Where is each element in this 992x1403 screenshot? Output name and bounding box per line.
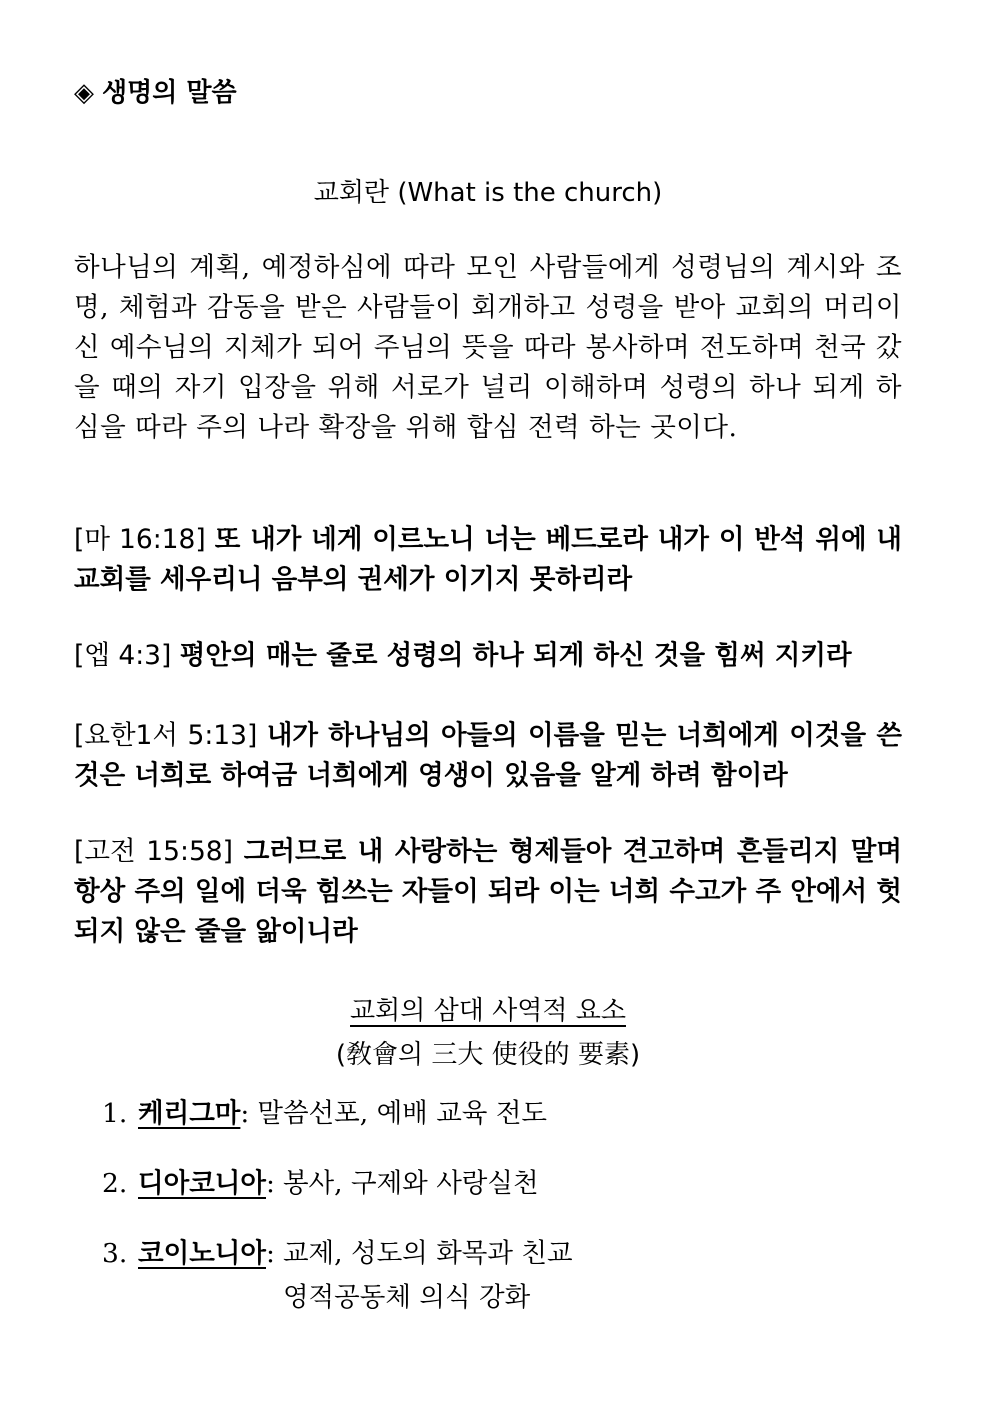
verse-text: 내가 하나님의 아들의 이름을 믿는 너희에게 이것을 쓴 것은 너희로 하여금 너희에게 영생이 있음을 알게 하려 함이라 <box>74 720 902 791</box>
list-colon: : <box>266 1238 275 1269</box>
verse-reference: [엡 4:3] <box>74 640 172 671</box>
list-number: 1. <box>102 1098 128 1129</box>
verse-text: 그러므로 내 사랑하는 형제들아 견고하며 흔들리지 말며 항상 주의 일에 더욱 힘쓰는 자들이 되라 이는 너희 수고가 주 안에서 헛되지 않은 줄을 앎이니라 <box>74 836 902 947</box>
list-item <box>102 1092 882 1136</box>
verse-block <box>74 832 902 952</box>
verse-reference: [요한1서 5:13] <box>74 720 258 751</box>
list-description <box>283 1232 573 1320</box>
list-number: 3. <box>102 1238 128 1269</box>
description-line: 말씀선포, 예배 교육 전도 <box>257 1098 548 1129</box>
section-header <box>74 72 237 109</box>
list-term: 디아코니아 <box>138 1168 266 1199</box>
section-header-label: 생명의 말씀 <box>102 78 237 108</box>
verse-reference: [고전 15:58] <box>74 836 234 867</box>
list-number: 2. <box>102 1168 128 1199</box>
verse-text: 평안의 매는 줄로 성령의 하나 되게 하신 것을 힘써 지키라 <box>179 640 852 671</box>
list-item <box>102 1232 882 1320</box>
list-colon: : <box>240 1098 250 1129</box>
verse-text: 또 내가 네게 이르노니 너는 베드로라 내가 이 반석 위에 내 교회를 세우리니 음부의 권세가 이기지 못하리라 <box>74 524 902 595</box>
page-title: 교회란 (What is the church) <box>313 178 663 208</box>
description-line: 봉사, 구제와 사랑실천 <box>282 1168 539 1199</box>
intro-paragraph: 하나님의 계획, 예정하심에 따라 모인 사람들에게 성령님의 계시와 조명, 체험과 감동을 받은 사람들이 회개하고 성령을 받아 교회의 머리이신 예수님의 지체가 되어 주님의 뜻을 따라 봉사하며 전도하며 천국 갔을 때의 자기 입장을 위해 서로가 널리 이해하며 성령의 하나 되게 하심을 따라 주의 나라 확장을 위해 합심 전력 하는 곳이다. <box>74 252 902 443</box>
subtitle-korean: 교회의 삼대 사역적 요소 <box>350 996 626 1026</box>
ministry-elements-list <box>102 1092 882 1346</box>
verse-block <box>74 520 902 600</box>
verse-block <box>74 716 902 796</box>
verse-reference: [마 16:18] <box>74 524 206 555</box>
list-description <box>257 1092 547 1136</box>
diamond-icon: ◈ <box>74 78 94 108</box>
list-colon: : <box>266 1168 275 1199</box>
description-line: 교제, 성도의 화목과 친교 <box>282 1238 573 1269</box>
list-term: 코이노니아 <box>138 1238 266 1269</box>
list-item <box>102 1162 882 1206</box>
verse-block <box>74 636 902 676</box>
description-line: 영적공동체 의식 강화 <box>282 1282 531 1313</box>
list-description <box>283 1162 539 1206</box>
list-term: 케리그마 <box>138 1098 241 1129</box>
subtitle-hanja: (敎會의 三大 使役的 要素) <box>335 1040 641 1070</box>
